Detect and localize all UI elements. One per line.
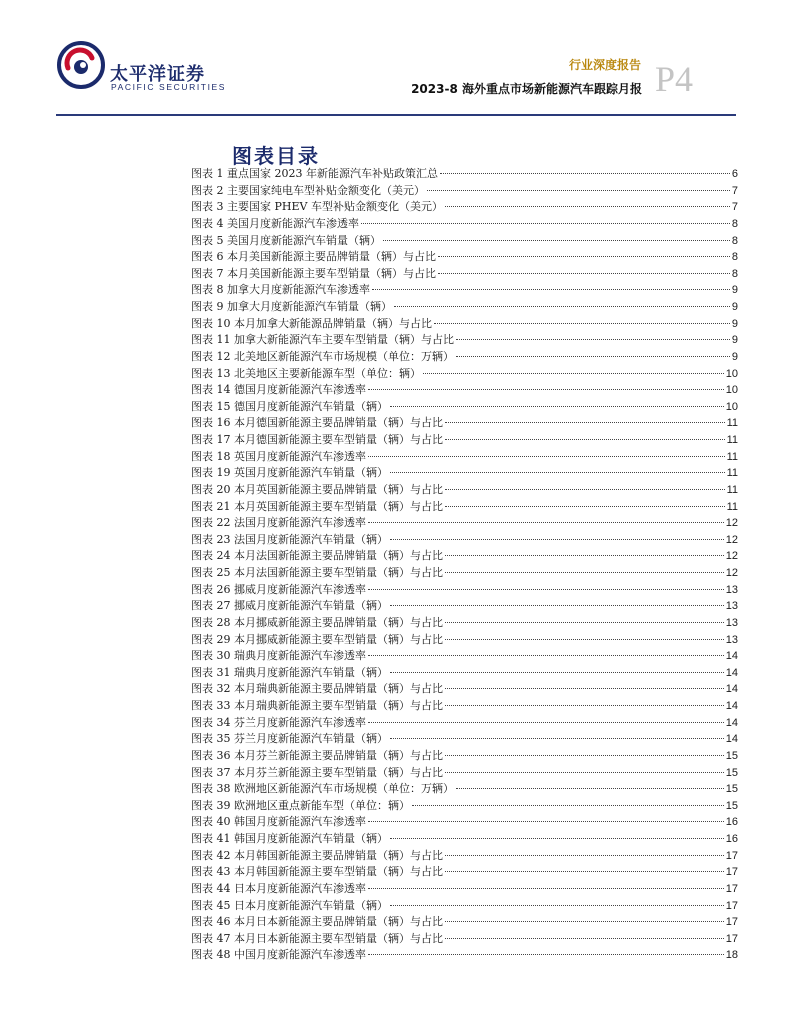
toc-entry-page: 17 [725, 916, 738, 929]
toc-leader-dots [434, 323, 730, 324]
toc-entry[interactable] [191, 848, 738, 865]
toc-entry-label: 图表 29 本月挪威新能源主要车型销量（辆）与占比 [191, 632, 443, 646]
toc-entry-label: 图表 38 欧洲地区新能源汽车市场规模（单位：万辆） [191, 782, 454, 796]
toc-entry-label: 图表 35 芬兰月度新能源汽车销量（辆） [191, 732, 388, 746]
toc-entry-label: 图表 17 本月德国新能源主要车型销量（辆）与占比 [191, 433, 443, 446]
toc-entry-label: 图表 4 美国月度新能源汽车渗透率 [191, 216, 359, 230]
toc-leader-dots [390, 905, 724, 906]
toc-leader-dots [368, 456, 725, 457]
toc-entry[interactable] [191, 432, 738, 449]
toc-leader-dots [445, 772, 724, 773]
toc-entry-label: 图表 5 美国月度新能源汽车销量（辆） [191, 233, 381, 247]
toc-entry-page: 14 [725, 650, 738, 663]
toc-entry-page: 14 [725, 733, 738, 746]
toc-entry[interactable] [191, 731, 738, 748]
toc-entry-page: 17 [725, 882, 738, 895]
toc-entry[interactable] [191, 499, 738, 516]
toc-entry[interactable] [191, 748, 738, 765]
toc-entry-label: 图表 18 英国月度新能源汽车渗透率 [191, 449, 366, 463]
toc-entry-page: 16 [725, 833, 738, 845]
toc-entry-label: 图表 24 本月法国新能源主要品牌销量（辆）与占比 [191, 549, 443, 563]
toc-entry[interactable] [191, 831, 738, 848]
toc-entry-page: 18 [725, 949, 738, 962]
toc-entry-page: 13 [725, 583, 738, 596]
toc-entry-page: 17 [725, 932, 738, 945]
toc-entry-label: 图表 13 北美地区主要新能源车型（单位：辆） [191, 366, 421, 380]
toc-entry[interactable] [191, 615, 738, 632]
toc-entry[interactable] [191, 931, 738, 948]
toc-entry-page: 13 [725, 616, 738, 629]
toc-entry[interactable] [191, 316, 738, 333]
toc-entry[interactable] [191, 515, 738, 532]
toc-entry-label: 图表 10 本月加拿大新能源品牌销量（辆）与占比 [191, 316, 432, 330]
toc-leader-dots [445, 639, 724, 640]
toc-leader-dots [445, 855, 724, 856]
header-divider [56, 114, 736, 116]
toc-leader-dots [445, 489, 725, 490]
toc-entry[interactable] [191, 898, 738, 915]
toc-entry[interactable] [191, 781, 738, 798]
toc-entry-label: 图表 34 芬兰月度新能源汽车渗透率 [191, 715, 366, 729]
toc-entry-label: 图表 23 法国月度新能源汽车销量（辆） [191, 532, 388, 546]
toc-entry-label: 图表 42 本月韩国新能源主要品牌销量（辆）与占比 [191, 848, 443, 862]
toc-entry-page: 12 [725, 533, 738, 546]
toc-entry[interactable] [191, 233, 738, 250]
brand-name-en: PACIFIC SECURITIES [111, 82, 227, 92]
toc-entry[interactable] [191, 548, 738, 565]
toc-entry-page: 11 [726, 467, 738, 480]
toc-leader-dots [368, 389, 724, 390]
toc-entry-page: 8 [731, 267, 738, 280]
toc-entry[interactable] [191, 266, 738, 283]
toc-entry[interactable] [191, 366, 738, 383]
toc-leader-dots [390, 672, 724, 673]
toc-leader-dots [368, 522, 724, 523]
toc-entry-label: 图表 21 本月英国新能源主要车型销量（辆）与占比 [191, 499, 443, 513]
toc-entry[interactable] [191, 565, 738, 582]
toc-entry-label: 图表 22 法国月度新能源汽车渗透率 [191, 516, 366, 530]
toc-leader-dots [445, 871, 724, 872]
toc-entry[interactable] [191, 199, 738, 216]
toc-leader-dots [372, 289, 730, 290]
toc-entry-label: 图表 40 韩国月度新能源汽车渗透率 [191, 815, 366, 829]
toc-entry[interactable] [191, 814, 738, 831]
toc-entry[interactable] [191, 598, 738, 615]
toc-entry-page: 14 [725, 666, 738, 679]
toc-leader-dots [440, 173, 730, 174]
toc-entry-page: 15 [725, 799, 738, 812]
toc-entry-page: 11 [726, 483, 738, 496]
toc-entry-label: 图表 39 欧洲地区重点新能车型（单位：辆） [191, 798, 410, 812]
toc-entry-label: 图表 45 日本月度新能源汽车销量（辆） [191, 898, 388, 912]
toc-entry[interactable] [191, 947, 738, 964]
toc-entry-page: 7 [731, 184, 738, 197]
toc-leader-dots [368, 888, 724, 889]
toc-entry-page: 17 [725, 899, 738, 912]
report-title: 2023-8 海外重点市场新能源汽车跟踪月报 [411, 82, 642, 96]
toc-entry-page: 11 [726, 434, 738, 446]
toc-entry-label: 图表 36 本月芬兰新能源主要品牌销量（辆）与占比 [191, 748, 443, 762]
toc-entry-label: 图表 30 瑞典月度新能源汽车渗透率 [191, 649, 366, 663]
toc-entry[interactable] [191, 382, 738, 399]
toc-leader-dots [390, 738, 724, 739]
toc-leader-dots [438, 256, 730, 257]
toc-entry-page: 10 [725, 400, 738, 413]
toc-entry[interactable] [191, 183, 738, 200]
toc-entry-label: 图表 28 本月挪威新能源主要品牌销量（辆）与占比 [191, 615, 443, 629]
toc-entry-page: 15 [725, 749, 738, 762]
toc-entry-label: 图表 46 本月日本新能源主要品牌销量（辆）与占比 [191, 915, 443, 929]
toc-entry-label: 图表 27 挪威月度新能源汽车销量（辆） [191, 599, 388, 613]
toc-entry-page: 10 [725, 384, 738, 397]
toc-leader-dots [390, 406, 724, 407]
brand-name-cn: 太平洋证券 [110, 64, 205, 85]
toc-leader-dots [383, 240, 730, 241]
toc-entry[interactable] [191, 532, 738, 549]
toc-entry-page: 11 [726, 500, 738, 513]
toc-entry-page: 8 [731, 251, 738, 264]
toc-entry-label: 图表 11 加拿大新能源汽车主要车型销量（辆）与占比 [191, 333, 454, 347]
toc-entry[interactable] [191, 582, 738, 599]
toc-entry[interactable] [191, 715, 738, 732]
toc-entry-label: 图表 48 中国月度新能源汽车渗透率 [191, 948, 366, 962]
toc-entry-page: 9 [731, 317, 738, 330]
toc-entry-label: 图表 25 本月法国新能源主要车型销量（辆）与占比 [191, 566, 443, 579]
toc-entry[interactable] [191, 166, 738, 183]
toc-leader-dots [445, 688, 724, 689]
toc-entry[interactable] [191, 216, 738, 233]
toc-leader-dots [445, 622, 724, 623]
toc-entry[interactable] [191, 399, 738, 416]
toc-entry[interactable] [191, 465, 738, 482]
toc-entry[interactable] [191, 681, 738, 698]
toc-leader-dots [368, 954, 724, 955]
toc-entry-page: 9 [731, 334, 738, 347]
toc-entry-label: 图表 8 加拿大月度新能源汽车渗透率 [191, 283, 370, 297]
toc-entry[interactable] [191, 665, 738, 682]
toc-leader-dots [423, 373, 724, 374]
pacific-securities-logo-icon [56, 40, 106, 90]
toc-entry-label: 图表 43 本月韩国新能源主要车型销量（辆）与占比 [191, 865, 443, 879]
toc-entry-page: 9 [731, 301, 738, 313]
toc-leader-dots [445, 572, 724, 573]
toc-leader-dots [438, 273, 730, 274]
page-number: P4 [655, 59, 694, 99]
toc-leader-dots [445, 921, 724, 922]
toc-entry[interactable] [191, 698, 738, 715]
toc-entry-label: 图表 15 德国月度新能源汽车销量（辆） [191, 399, 388, 413]
toc-entry-label: 图表 7 本月美国新能源主要车型销量（辆）与占比 [191, 266, 436, 280]
toc-entry-label: 图表 33 本月瑞典新能源主要车型销量（辆）与占比 [191, 699, 443, 712]
toc-entry[interactable] [191, 632, 738, 649]
toc-entry-page: 12 [725, 567, 738, 579]
toc-entry[interactable] [191, 914, 738, 931]
toc-entry-label: 图表 6 本月美国新能源主要品牌销量（辆）与占比 [191, 250, 436, 264]
toc-leader-dots [445, 439, 725, 440]
toc-entry-label: 图表 12 北美地区新能源汽车市场规模（单位：万辆） [191, 349, 454, 363]
toc-leader-dots [427, 190, 730, 191]
toc-leader-dots [456, 339, 730, 340]
toc-entry-label: 图表 32 本月瑞典新能源主要品牌销量（辆）与占比 [191, 682, 443, 696]
toc-entry-page: 14 [725, 700, 738, 712]
toc-leader-dots [368, 821, 724, 822]
toc-leader-dots [390, 605, 724, 606]
toc-entry-label: 图表 31 瑞典月度新能源汽车销量（辆） [191, 665, 388, 679]
toc-entry-label: 图表 19 英国月度新能源汽车销量（辆） [191, 466, 388, 480]
toc-leader-dots [368, 589, 724, 590]
toc-entry-page: 13 [725, 600, 738, 613]
toc-leader-dots [445, 938, 724, 939]
toc-entry-page: 16 [725, 816, 738, 829]
toc-entry[interactable] [191, 648, 738, 665]
toc-entry[interactable] [191, 299, 738, 316]
toc-entry-label: 图表 1 重点国家 2023 年新能源汽车补贴政策汇总 [191, 167, 438, 180]
toc-entry-page: 8 [731, 234, 738, 247]
toc-leader-dots [390, 539, 724, 540]
toc-entry-page: 11 [726, 417, 738, 430]
toc-entry-page: 8 [731, 217, 738, 230]
toc-entry[interactable] [191, 332, 738, 349]
toc-entry[interactable] [191, 482, 738, 499]
toc-leader-dots [368, 722, 724, 723]
toc-entry-page: 7 [731, 201, 738, 214]
report-type: 行业深度报告 [568, 58, 641, 72]
toc-entry-label: 图表 14 德国月度新能源汽车渗透率 [191, 383, 366, 397]
toc-leader-dots [445, 206, 730, 207]
toc-entry-page: 10 [725, 367, 738, 380]
toc-list [191, 166, 738, 964]
toc-entry[interactable] [191, 798, 738, 815]
toc-entry[interactable] [191, 282, 738, 299]
toc-entry-page: 14 [725, 716, 738, 729]
toc-entry-label: 图表 9 加拿大月度新能源汽车销量（辆） [191, 300, 392, 313]
toc-entry-page: 14 [725, 683, 738, 696]
page-header [0, 0, 791, 120]
toc-entry[interactable] [191, 449, 738, 466]
toc-leader-dots [394, 306, 730, 307]
toc-entry[interactable] [191, 249, 738, 266]
toc-leader-dots [445, 422, 725, 423]
toc-leader-dots [368, 655, 724, 656]
toc-entry-label: 图表 47 本月日本新能源主要车型销量（辆）与占比 [191, 931, 443, 945]
toc-entry-label: 图表 2 主要国家纯电车型补贴金额变化（美元） [191, 183, 425, 197]
toc-entry[interactable] [191, 881, 738, 898]
toc-entry-label: 图表 20 本月英国新能源主要品牌销量（辆）与占比 [191, 482, 443, 496]
toc-heading: 图表目录 [232, 144, 320, 168]
toc-entry-page: 12 [725, 517, 738, 530]
toc-entry-label: 图表 37 本月芬兰新能源主要车型销量（辆）与占比 [191, 765, 443, 779]
toc-leader-dots [445, 555, 724, 556]
toc-entry-page: 17 [725, 866, 738, 879]
toc-entry-page: 15 [725, 783, 738, 796]
toc-leader-dots [445, 506, 725, 507]
toc-leader-dots [361, 223, 730, 224]
toc-entry-label: 图表 3 主要国家 PHEV 车型补贴金额变化（美元） [191, 200, 443, 214]
toc-leader-dots [445, 705, 724, 706]
toc-entry-page: 17 [725, 849, 738, 862]
toc-entry-label: 图表 16 本月德国新能源主要品牌销量（辆）与占比 [191, 416, 443, 430]
toc-entry-label: 图表 44 日本月度新能源汽车渗透率 [191, 881, 366, 895]
toc-leader-dots [390, 838, 724, 839]
toc-entry-page: 15 [725, 766, 738, 779]
toc-entry-page: 13 [725, 633, 738, 646]
toc-entry-page: 6 [731, 168, 738, 180]
toc-entry[interactable] [191, 415, 738, 432]
toc-entry[interactable] [191, 765, 738, 782]
toc-entry-page: 11 [726, 450, 738, 463]
toc-entry-page: 12 [725, 550, 738, 563]
toc-leader-dots [445, 755, 724, 756]
toc-entry-label: 图表 41 韩国月度新能源汽车销量（辆） [191, 832, 388, 845]
toc-leader-dots [390, 472, 725, 473]
toc-entry[interactable] [191, 349, 738, 366]
toc-entry[interactable] [191, 864, 738, 881]
toc-entry-page: 9 [731, 350, 738, 363]
toc-leader-dots [456, 356, 730, 357]
toc-leader-dots [412, 805, 724, 806]
toc-entry-label: 图表 26 挪威月度新能源汽车渗透率 [191, 582, 366, 596]
toc-entry-page: 9 [731, 284, 738, 297]
toc-leader-dots [456, 788, 724, 789]
